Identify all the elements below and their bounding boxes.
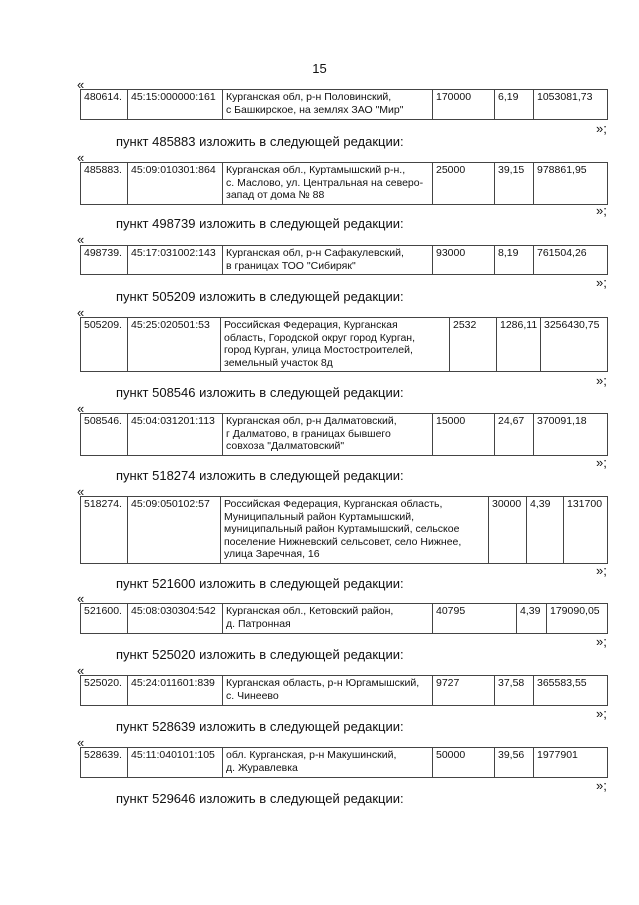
cell-cadastral: 45:09:050102:57: [128, 497, 221, 564]
table-row: [81, 497, 608, 564]
table-row: [81, 676, 608, 706]
record-table: [80, 89, 608, 120]
cell-value: 131700: [564, 497, 608, 564]
open-quote: «: [77, 77, 85, 92]
cell-area: 50000: [433, 748, 495, 778]
close-quote: »;: [596, 706, 607, 721]
open-quote: «: [77, 484, 85, 499]
instruction-text: пункт 518274 изложить в следующей редакции:: [116, 468, 404, 483]
cell-area: 25000: [433, 163, 495, 205]
address-line: с Башкирское, на землях ЗАО "Мир": [226, 103, 404, 116]
instruction-text: пункт 485883 изложить в следующей редакции:: [116, 134, 404, 149]
record-table: [80, 603, 608, 634]
close-quote: »;: [596, 275, 607, 290]
close-quote: »;: [596, 373, 607, 388]
close-quote: »;: [596, 634, 607, 649]
table-row: [81, 163, 608, 205]
cell-value: 978861,95: [534, 163, 608, 205]
instruction-text: пункт 498739 изложить в следующей редакции:: [116, 216, 404, 231]
record-table: [80, 747, 608, 778]
cell-cadastral: 45:24:011601:839: [128, 676, 223, 706]
cell-area: 2532: [450, 318, 497, 372]
record-table: [80, 496, 608, 564]
cell-address: [223, 676, 433, 706]
cell-id: 505209.: [81, 318, 128, 372]
address-line: Курганская область, р-н Юргамышский,: [226, 677, 420, 689]
cell-address: [223, 246, 433, 275]
cell-id: 480614.: [81, 90, 128, 120]
cell-id: 521600.: [81, 604, 128, 634]
cell-price: 37,58: [495, 676, 534, 706]
address-line: Муниципальный район Куртамышский,: [224, 510, 415, 523]
address-line: Курганская обл, р-н Далматовский,: [226, 415, 397, 427]
cell-cadastral: 45:11:040101:105: [128, 748, 223, 778]
instruction-text: пункт 508546 изложить в следующей редакции:: [116, 385, 404, 400]
cell-price: 39,15: [495, 163, 534, 205]
cell-area: 40795: [433, 604, 517, 634]
record-table: [80, 245, 608, 275]
address-line: д. Патронная: [226, 617, 291, 630]
cell-id: 525020.: [81, 676, 128, 706]
instruction-text: пункт 521600 изложить в следующей редакции:: [116, 576, 404, 591]
cell-address: [223, 604, 433, 634]
cell-id: 518274.: [81, 497, 128, 564]
cell-area: 93000: [433, 246, 495, 275]
cell-value: 761504,26: [534, 246, 608, 275]
cell-area: 15000: [433, 414, 495, 456]
close-quote: »;: [596, 778, 607, 793]
address-line: Курганская обл., Куртамышский р-н.,: [226, 164, 406, 176]
close-quote: »;: [596, 563, 607, 578]
address-line: земельный участок 8д: [224, 356, 333, 369]
open-quote: «: [77, 735, 85, 750]
address-line: Российская Федерация, Курганская: [224, 319, 398, 331]
cell-price: 4,39: [517, 604, 547, 634]
cell-cadastral: 45:09:010301:864: [128, 163, 223, 205]
cell-area: 9727: [433, 676, 495, 706]
record-table: [80, 675, 608, 706]
cell-value: 365583,55: [534, 676, 608, 706]
table-row: [81, 90, 608, 120]
close-quote: »;: [596, 121, 607, 136]
page-number: 15: [312, 61, 327, 76]
open-quote: «: [77, 591, 85, 606]
cell-price: 24,67: [495, 414, 534, 456]
cell-price: 39,56: [495, 748, 534, 778]
address-line: запад от дома № 88: [226, 189, 325, 201]
address-line: город Курган, улица Мостостроителей,: [224, 344, 413, 356]
cell-address: [223, 90, 433, 120]
address-line: Российская Федерация, Курганская область,: [224, 498, 443, 510]
cell-cadastral: 45:17:031002:143: [128, 246, 223, 275]
cell-price: 6,19: [495, 90, 534, 120]
instruction-text: пункт 529646 изложить в следующей редакции:: [116, 791, 404, 806]
open-quote: «: [77, 150, 85, 165]
address-line: г Далматово, в границах бывшего: [226, 427, 391, 440]
cell-cadastral: 45:08:030304:542: [128, 604, 223, 634]
cell-id: 528639.: [81, 748, 128, 778]
close-quote: »;: [596, 203, 607, 218]
cell-area: 30000: [489, 497, 527, 564]
cell-address: [223, 414, 433, 456]
cell-value: 1977901: [534, 748, 608, 778]
record-table: [80, 413, 608, 456]
open-quote: «: [77, 663, 85, 678]
cell-address: [223, 748, 433, 778]
cell-id: 508546.: [81, 414, 128, 456]
address-line: поселение Нижневский сельсовет, село Нижнее,: [224, 535, 462, 548]
cell-cadastral: 45:25:020501:53: [128, 318, 221, 372]
cell-id: 498739.: [81, 246, 128, 275]
address-line: с. Чинеево: [226, 689, 279, 702]
table-row: [81, 748, 608, 778]
address-line: Курганская обл, р-н Половинский,: [226, 91, 392, 103]
address-line: с. Маслово, ул. Центральная на северо-: [226, 176, 424, 189]
cell-price: 4,39: [527, 497, 564, 564]
cell-value: 179090,05: [547, 604, 608, 634]
address-line: обл. Курганская, р-н Макушинский,: [226, 749, 397, 761]
close-quote: »;: [596, 455, 607, 470]
open-quote: «: [77, 401, 85, 416]
record-table: [80, 162, 608, 205]
cell-id: 485883.: [81, 163, 128, 205]
instruction-text: пункт 525020 изложить в следующей редакции:: [116, 647, 404, 662]
cell-area: 170000: [433, 90, 495, 120]
cell-value: 3256430,75: [541, 318, 608, 372]
cell-address: [221, 497, 489, 564]
address-line: муниципальный район Куртамышский, сельское: [224, 523, 460, 535]
instruction-text: пункт 505209 изложить в следующей редакции:: [116, 289, 404, 304]
address-line: д. Журавлевка: [226, 761, 298, 774]
cell-cadastral: 45:15:000000:161: [128, 90, 223, 120]
address-line: Курганская обл., Кетовский район,: [226, 605, 394, 617]
cell-address: [221, 318, 450, 372]
open-quote: «: [77, 305, 85, 320]
table-row: [81, 414, 608, 456]
address-line: совхоза "Далматовский": [226, 440, 345, 452]
address-line: Курганская обл, р-н Сафакулевский,: [226, 247, 404, 259]
address-line: улица Заречная, 16: [224, 548, 320, 560]
cell-address: [223, 163, 433, 205]
cell-price: 1286,11: [497, 318, 541, 372]
record-table: [80, 317, 608, 372]
table-row: [81, 604, 608, 634]
table-row: [81, 246, 608, 275]
table-row: [81, 318, 608, 372]
cell-value: 370091,18: [534, 414, 608, 456]
open-quote: «: [77, 232, 85, 247]
address-line: область, Городской округ город Курган,: [224, 331, 416, 344]
address-line: в границах ТОО "Сибиряк": [226, 259, 356, 272]
instruction-text: пункт 528639 изложить в следующей редакции:: [116, 719, 404, 734]
cell-value: 1053081,73: [534, 90, 608, 120]
cell-price: 8,19: [495, 246, 534, 275]
cell-cadastral: 45:04:031201:113: [128, 414, 223, 456]
